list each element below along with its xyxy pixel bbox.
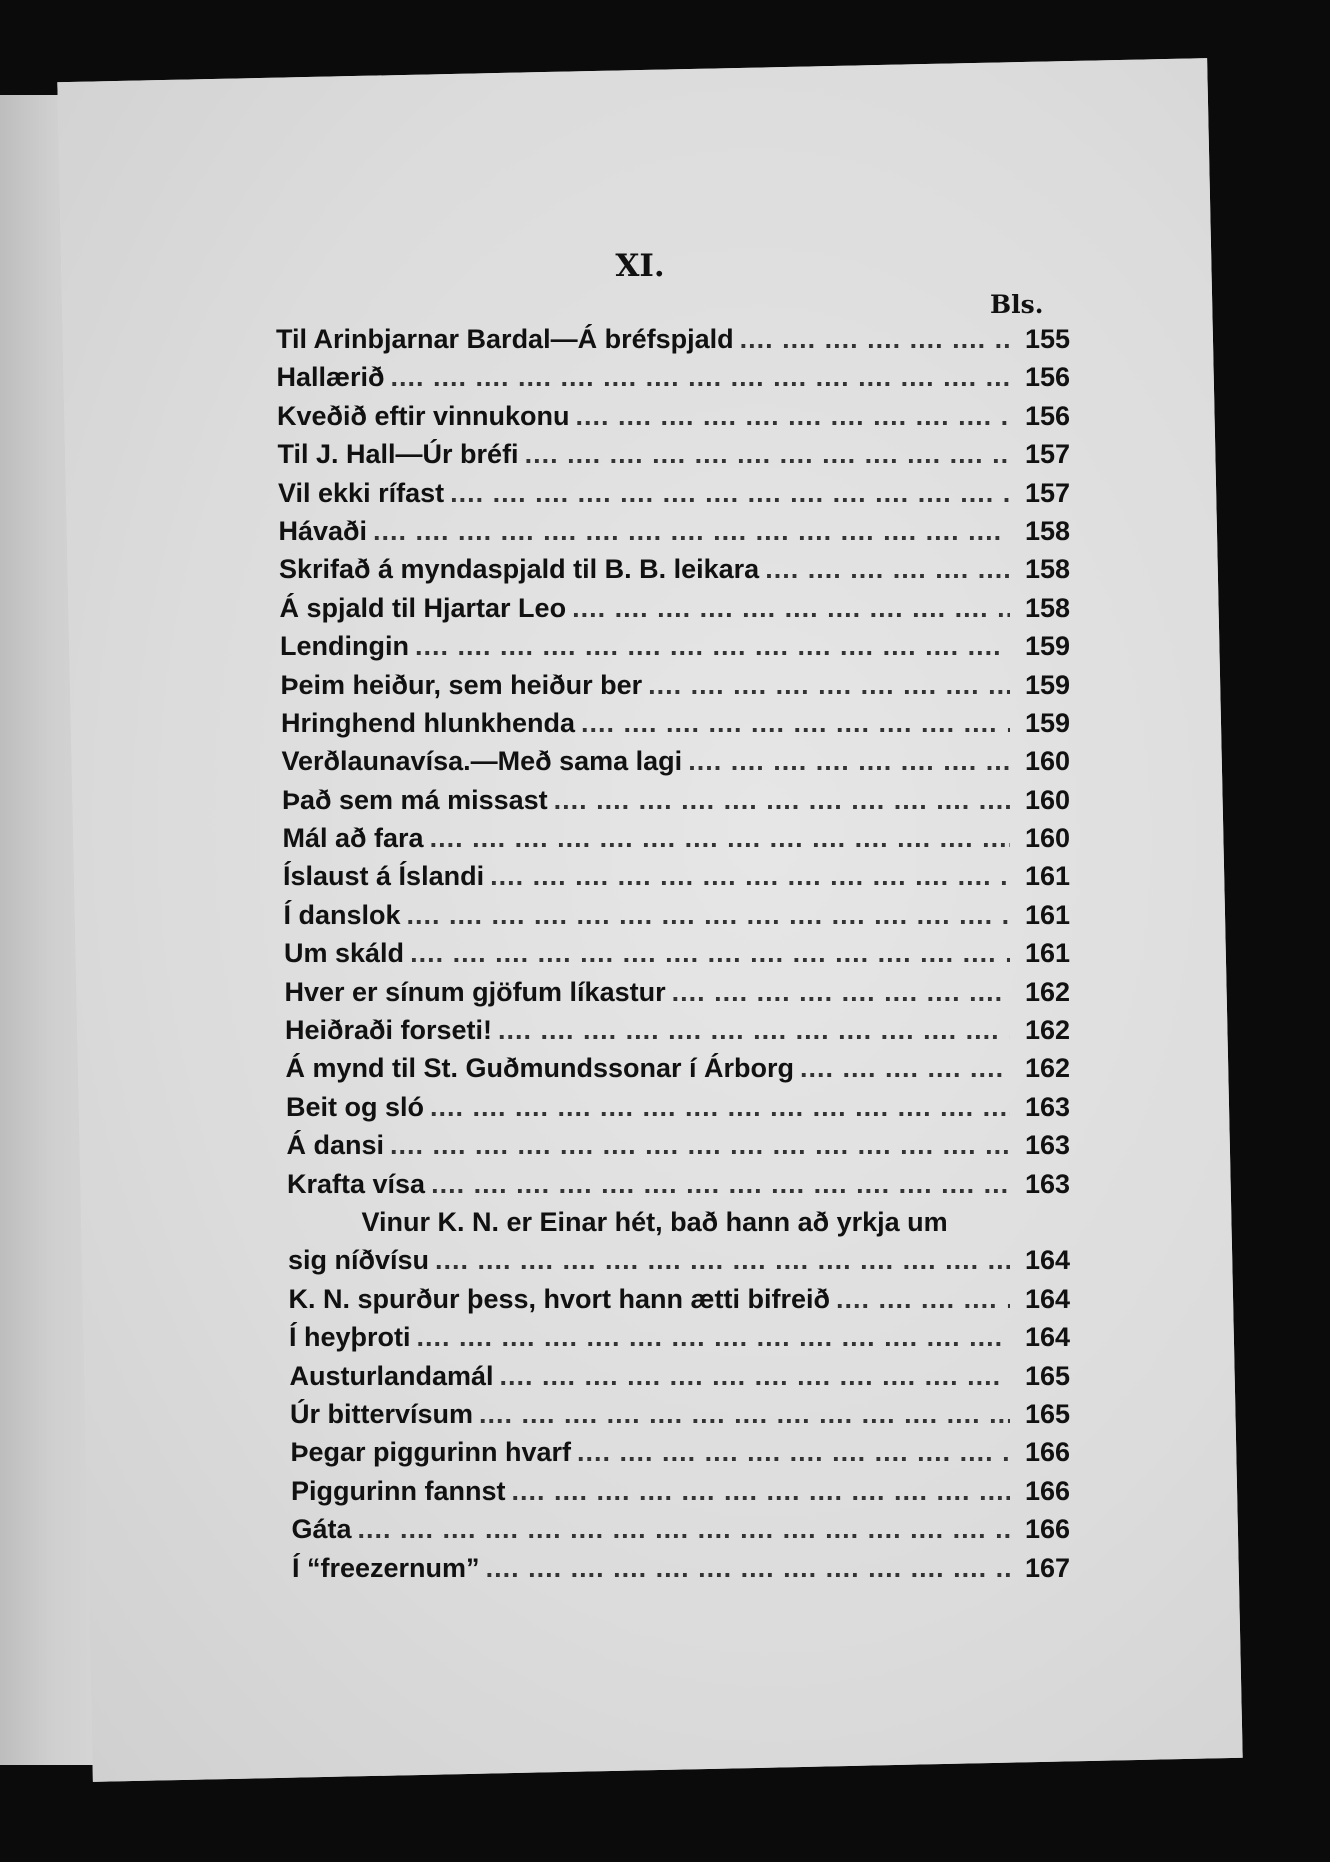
toc-entry <box>215 1472 1070 1510</box>
toc-entry <box>213 1318 1070 1356</box>
toc-entry <box>204 627 1070 665</box>
toc-entry-title: Hallærið <box>276 362 385 393</box>
toc-entry-title: Á dansi <box>286 1130 385 1161</box>
dot-leader <box>391 358 1010 396</box>
dot-leader <box>390 1126 1010 1164</box>
toc-entry-page: 159 <box>1024 707 1070 738</box>
toc-entry-page: 161 <box>1024 899 1070 930</box>
toc-entry <box>201 397 1070 435</box>
toc-entry-page: 163 <box>1024 1168 1070 1199</box>
dot-leader <box>479 1395 1010 1433</box>
toc-entry-title: sig níðvísu <box>288 1245 430 1276</box>
toc-entry-title: Um skáld <box>284 938 405 969</box>
toc-entry <box>203 550 1070 588</box>
dot-leader <box>672 973 1010 1011</box>
toc-entry-page: 165 <box>1024 1360 1070 1391</box>
dot-leader <box>572 589 1010 627</box>
dot-leader <box>373 512 1010 550</box>
toc-entry <box>202 474 1070 512</box>
dot-leader <box>450 474 1010 512</box>
dot-leader <box>500 1357 1010 1395</box>
toc-entry-title: Það sem má missast <box>282 784 548 815</box>
dot-leader <box>525 435 1010 473</box>
toc-entry <box>208 896 1071 934</box>
toc-entry <box>202 435 1071 473</box>
toc-entry <box>205 704 1070 742</box>
toc-entry-page: 167 <box>1024 1552 1070 1583</box>
toc-entry <box>211 1126 1071 1164</box>
toc-entry <box>208 934 1070 972</box>
toc-entry-page: 158 <box>1024 592 1070 623</box>
toc-entry-title: Lendingin <box>280 631 409 662</box>
dot-leader <box>358 1510 1010 1548</box>
toc-entry-title: Til Arinbjarnar Bardal—Á bréfspjald <box>276 324 734 354</box>
dot-leader <box>415 627 1010 665</box>
toc-entry-page: 162 <box>1024 976 1070 1007</box>
toc-entry-page: 164 <box>1024 1322 1070 1353</box>
toc-entry-title: Hávaði <box>278 515 368 546</box>
toc-entry-page: 155 <box>1024 324 1070 354</box>
toc-entry <box>214 1357 1071 1395</box>
dot-leader <box>576 397 1010 435</box>
dot-leader <box>486 1549 1010 1587</box>
toc-entry <box>216 1549 1070 1587</box>
toc-entry <box>213 1280 1071 1318</box>
dot-leader <box>498 1011 1010 1049</box>
toc-entry-page: 161 <box>1024 938 1070 969</box>
toc-entry-page: 166 <box>1024 1514 1070 1545</box>
toc-entry-title: Skrifað á myndaspjald til B. B. leikara <box>279 554 760 585</box>
toc-entry <box>200 320 1070 358</box>
toc-entry-page: 165 <box>1024 1398 1070 1429</box>
page-column-label: Bls. <box>990 290 1044 319</box>
toc-entry <box>214 1395 1070 1433</box>
toc-entry-page: 158 <box>1024 515 1070 546</box>
dot-leader <box>836 1280 1010 1318</box>
dot-leader <box>430 819 1010 857</box>
dot-leader <box>410 934 1010 972</box>
toc-entry-title: Kveðið eftir vinnukonu <box>277 400 570 431</box>
toc-entry-title: Heiðraði forseti! <box>285 1015 493 1046</box>
toc-entry <box>215 1433 1071 1471</box>
toc-entry-page: 159 <box>1024 631 1070 662</box>
toc-entry-page: 162 <box>1024 1015 1070 1046</box>
dot-leader <box>430 1088 1010 1126</box>
toc-entry-page: 164 <box>1024 1245 1070 1276</box>
toc-entry-title: Piggurinn fannst <box>291 1475 506 1506</box>
dot-leader <box>648 666 1010 704</box>
dot-leader <box>765 550 1010 588</box>
toc-entry-title: Beit og sló <box>286 1091 425 1122</box>
toc-entry <box>206 781 1070 819</box>
toc-entry-page: 161 <box>1024 861 1070 892</box>
toc-entry-page: 157 <box>1024 439 1070 470</box>
toc-entry-title: Krafta vísa <box>287 1168 426 1199</box>
toc-entry-title: Í “freezernum” <box>292 1552 480 1583</box>
toc-entry-page: 163 <box>1024 1130 1070 1161</box>
toc-entry <box>211 1165 1070 1203</box>
toc-entry-page: 158 <box>1024 554 1070 585</box>
toc-entry <box>210 1088 1070 1126</box>
toc-entry <box>207 819 1071 857</box>
toc-entry-page: 166 <box>1024 1475 1070 1506</box>
toc-entry-title: Þeim heiður, sem heiður ber <box>280 669 643 700</box>
toc-entry-title: Verðlaunavísa.—Með sama lagi <box>281 746 683 777</box>
toc-entry-title: Vil ekki rífast <box>278 477 445 508</box>
toc-entry <box>203 512 1071 550</box>
dot-leader <box>417 1318 1010 1356</box>
toc-entry-title: Austurlandamál <box>289 1360 494 1391</box>
dot-leader <box>431 1165 1010 1203</box>
toc-entry-page: 157 <box>1024 477 1070 508</box>
toc-entry <box>210 1049 1071 1087</box>
toc-entry-page: 160 <box>1024 746 1070 777</box>
dot-leader <box>800 1049 1010 1087</box>
toc-entry-title: Á mynd til St. Guðmundssonar í Árborg <box>285 1053 795 1084</box>
toc-entry <box>216 1510 1071 1548</box>
toc-entry <box>207 857 1070 895</box>
toc-entry-title: Hver er sínum gjöfum líkastur <box>284 976 666 1007</box>
toc-entry <box>201 358 1071 396</box>
dot-leader <box>740 320 1010 358</box>
dot-leader <box>554 781 1010 819</box>
toc-entry-page: 162 <box>1024 1053 1070 1084</box>
toc-entry-title: Hringhend hlunkhenda <box>281 707 575 738</box>
dot-leader <box>577 1433 1010 1471</box>
toc-entry-title: Í danslok <box>283 899 401 930</box>
toc-entry-title: Mál að fara <box>282 823 424 854</box>
toc-entry <box>206 742 1071 780</box>
dot-leader <box>435 1241 1010 1279</box>
toc-entry-page: 156 <box>1024 400 1070 431</box>
toc-entry <box>205 666 1071 704</box>
toc-entry-page: 156 <box>1024 362 1070 393</box>
toc-entry <box>212 1241 1070 1279</box>
toc-entry-title: Vinur K. N. er Einar hét, bað hann að yrkja um <box>361 1206 948 1237</box>
toc-entry-title: K. N. spurður þess, hvort hann ætti bifreið <box>288 1283 831 1314</box>
toc-entry-page: 164 <box>1024 1283 1070 1314</box>
toc-entry <box>209 1011 1070 1049</box>
toc-entry <box>212 1203 1071 1241</box>
dot-leader <box>581 704 1010 742</box>
toc-entry-title: Á spjald til Hjartar Leo <box>279 592 567 623</box>
toc-entry-title: Úr bittervísum <box>290 1398 474 1429</box>
dot-leader <box>490 857 1010 895</box>
toc-entry-title: Íslaust á Íslandi <box>283 861 485 892</box>
toc-entry-page: 166 <box>1024 1437 1070 1468</box>
toc-entry-title: Gáta <box>291 1514 352 1545</box>
toc-entry <box>209 973 1071 1011</box>
toc-entry-page: 160 <box>1024 823 1070 854</box>
dot-leader <box>511 1472 1010 1510</box>
dot-leader <box>688 742 1010 780</box>
section-heading: XI. <box>615 248 665 284</box>
table-of-contents <box>200 320 1070 1587</box>
toc-entry-title: Í heyþroti <box>289 1322 411 1353</box>
toc-entry-title: Þegar piggurinn hvarf <box>290 1437 572 1468</box>
toc-entry <box>204 589 1071 627</box>
toc-entry-page: 163 <box>1024 1091 1070 1122</box>
toc-entry-page: 159 <box>1024 669 1070 700</box>
dot-leader <box>407 896 1010 934</box>
toc-entry-title: Til J. Hall—Úr bréfi <box>277 439 519 470</box>
toc-entry-page: 160 <box>1024 784 1070 815</box>
